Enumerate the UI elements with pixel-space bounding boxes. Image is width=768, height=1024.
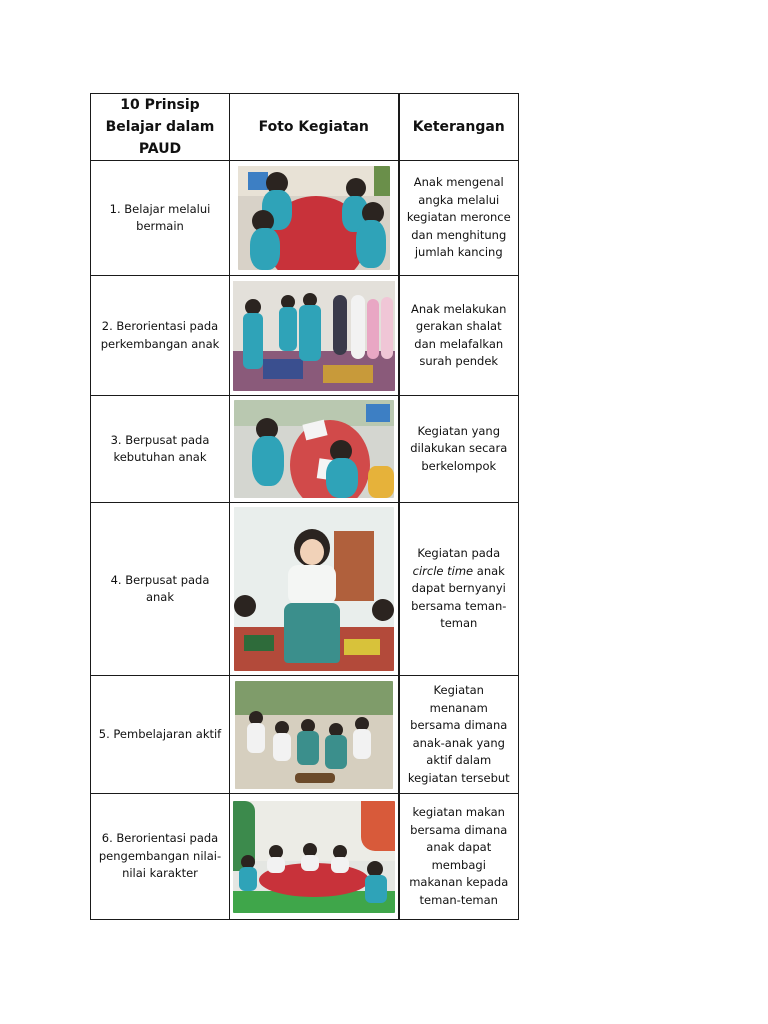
description-cell [399, 396, 519, 503]
description-cell [399, 794, 519, 920]
table-row [91, 161, 519, 276]
principle-cell: 4. Berpusat pada anak [91, 503, 230, 676]
photo-cell [230, 276, 399, 396]
principle-cell: 6. Berorientasi pada pengembangan nilai-nilai karakter [91, 794, 230, 920]
photo-cell [230, 503, 399, 676]
photo-cell [230, 161, 399, 276]
table-row [91, 276, 519, 396]
table-header-row [91, 94, 519, 161]
description-text: Kegiatan menanam bersama dimana anak-anak yang aktif dalam kegiatan tersebut [407, 683, 510, 785]
description-text: Anak mengenal angka melalui kegiatan meronce dan menghitung jumlah kancing [406, 175, 511, 260]
description-text: Kegiatan pada [417, 546, 501, 561]
table-row [91, 676, 519, 794]
photo-girl-singing-circle-time [234, 507, 394, 671]
photo-group-activity [234, 400, 394, 498]
photo-children-planting [235, 681, 393, 789]
photo-cell [230, 676, 399, 794]
principle-cell: 5. Pembelajaran aktif [91, 676, 230, 794]
description-text-end: anak dapat bernyanyi bersama teman-teman [411, 563, 507, 631]
header-principle: 10 Prinsip Belajar dalam PAUD [91, 94, 230, 161]
description-text: Anak melakukan gerakan shalat dan melafalkan surah pendek [411, 301, 507, 368]
description-cell [399, 503, 519, 676]
description-cell [399, 276, 519, 396]
table-row [91, 396, 519, 503]
photo-children-counting-buttons [238, 166, 390, 270]
table-row [91, 503, 519, 676]
header-photo: Foto Kegiatan [230, 94, 399, 161]
table-row [91, 794, 519, 920]
photo-children-eating-together [233, 801, 395, 913]
principle-cell: 2. Berorientasi pada perkembangan anak [91, 276, 230, 396]
photo-cell [230, 396, 399, 503]
description-text: Kegiatan yang dilakukan secara berkelompok [410, 423, 508, 473]
photo-cell [230, 794, 399, 920]
description-italic: circle time [412, 563, 474, 578]
principle-cell: 1. Belajar melalui bermain [91, 161, 230, 276]
description-text: kegiatan makan bersama dimana anak dapat membagi makanan kepada teman-teman [409, 805, 509, 907]
description-cell [399, 161, 519, 276]
header-description: Keterangan [399, 94, 519, 161]
principle-cell: 3. Berpusat pada kebutuhan anak [91, 396, 230, 503]
photo-children-praying [233, 281, 395, 391]
principles-table [90, 93, 519, 920]
description-cell [399, 676, 519, 794]
